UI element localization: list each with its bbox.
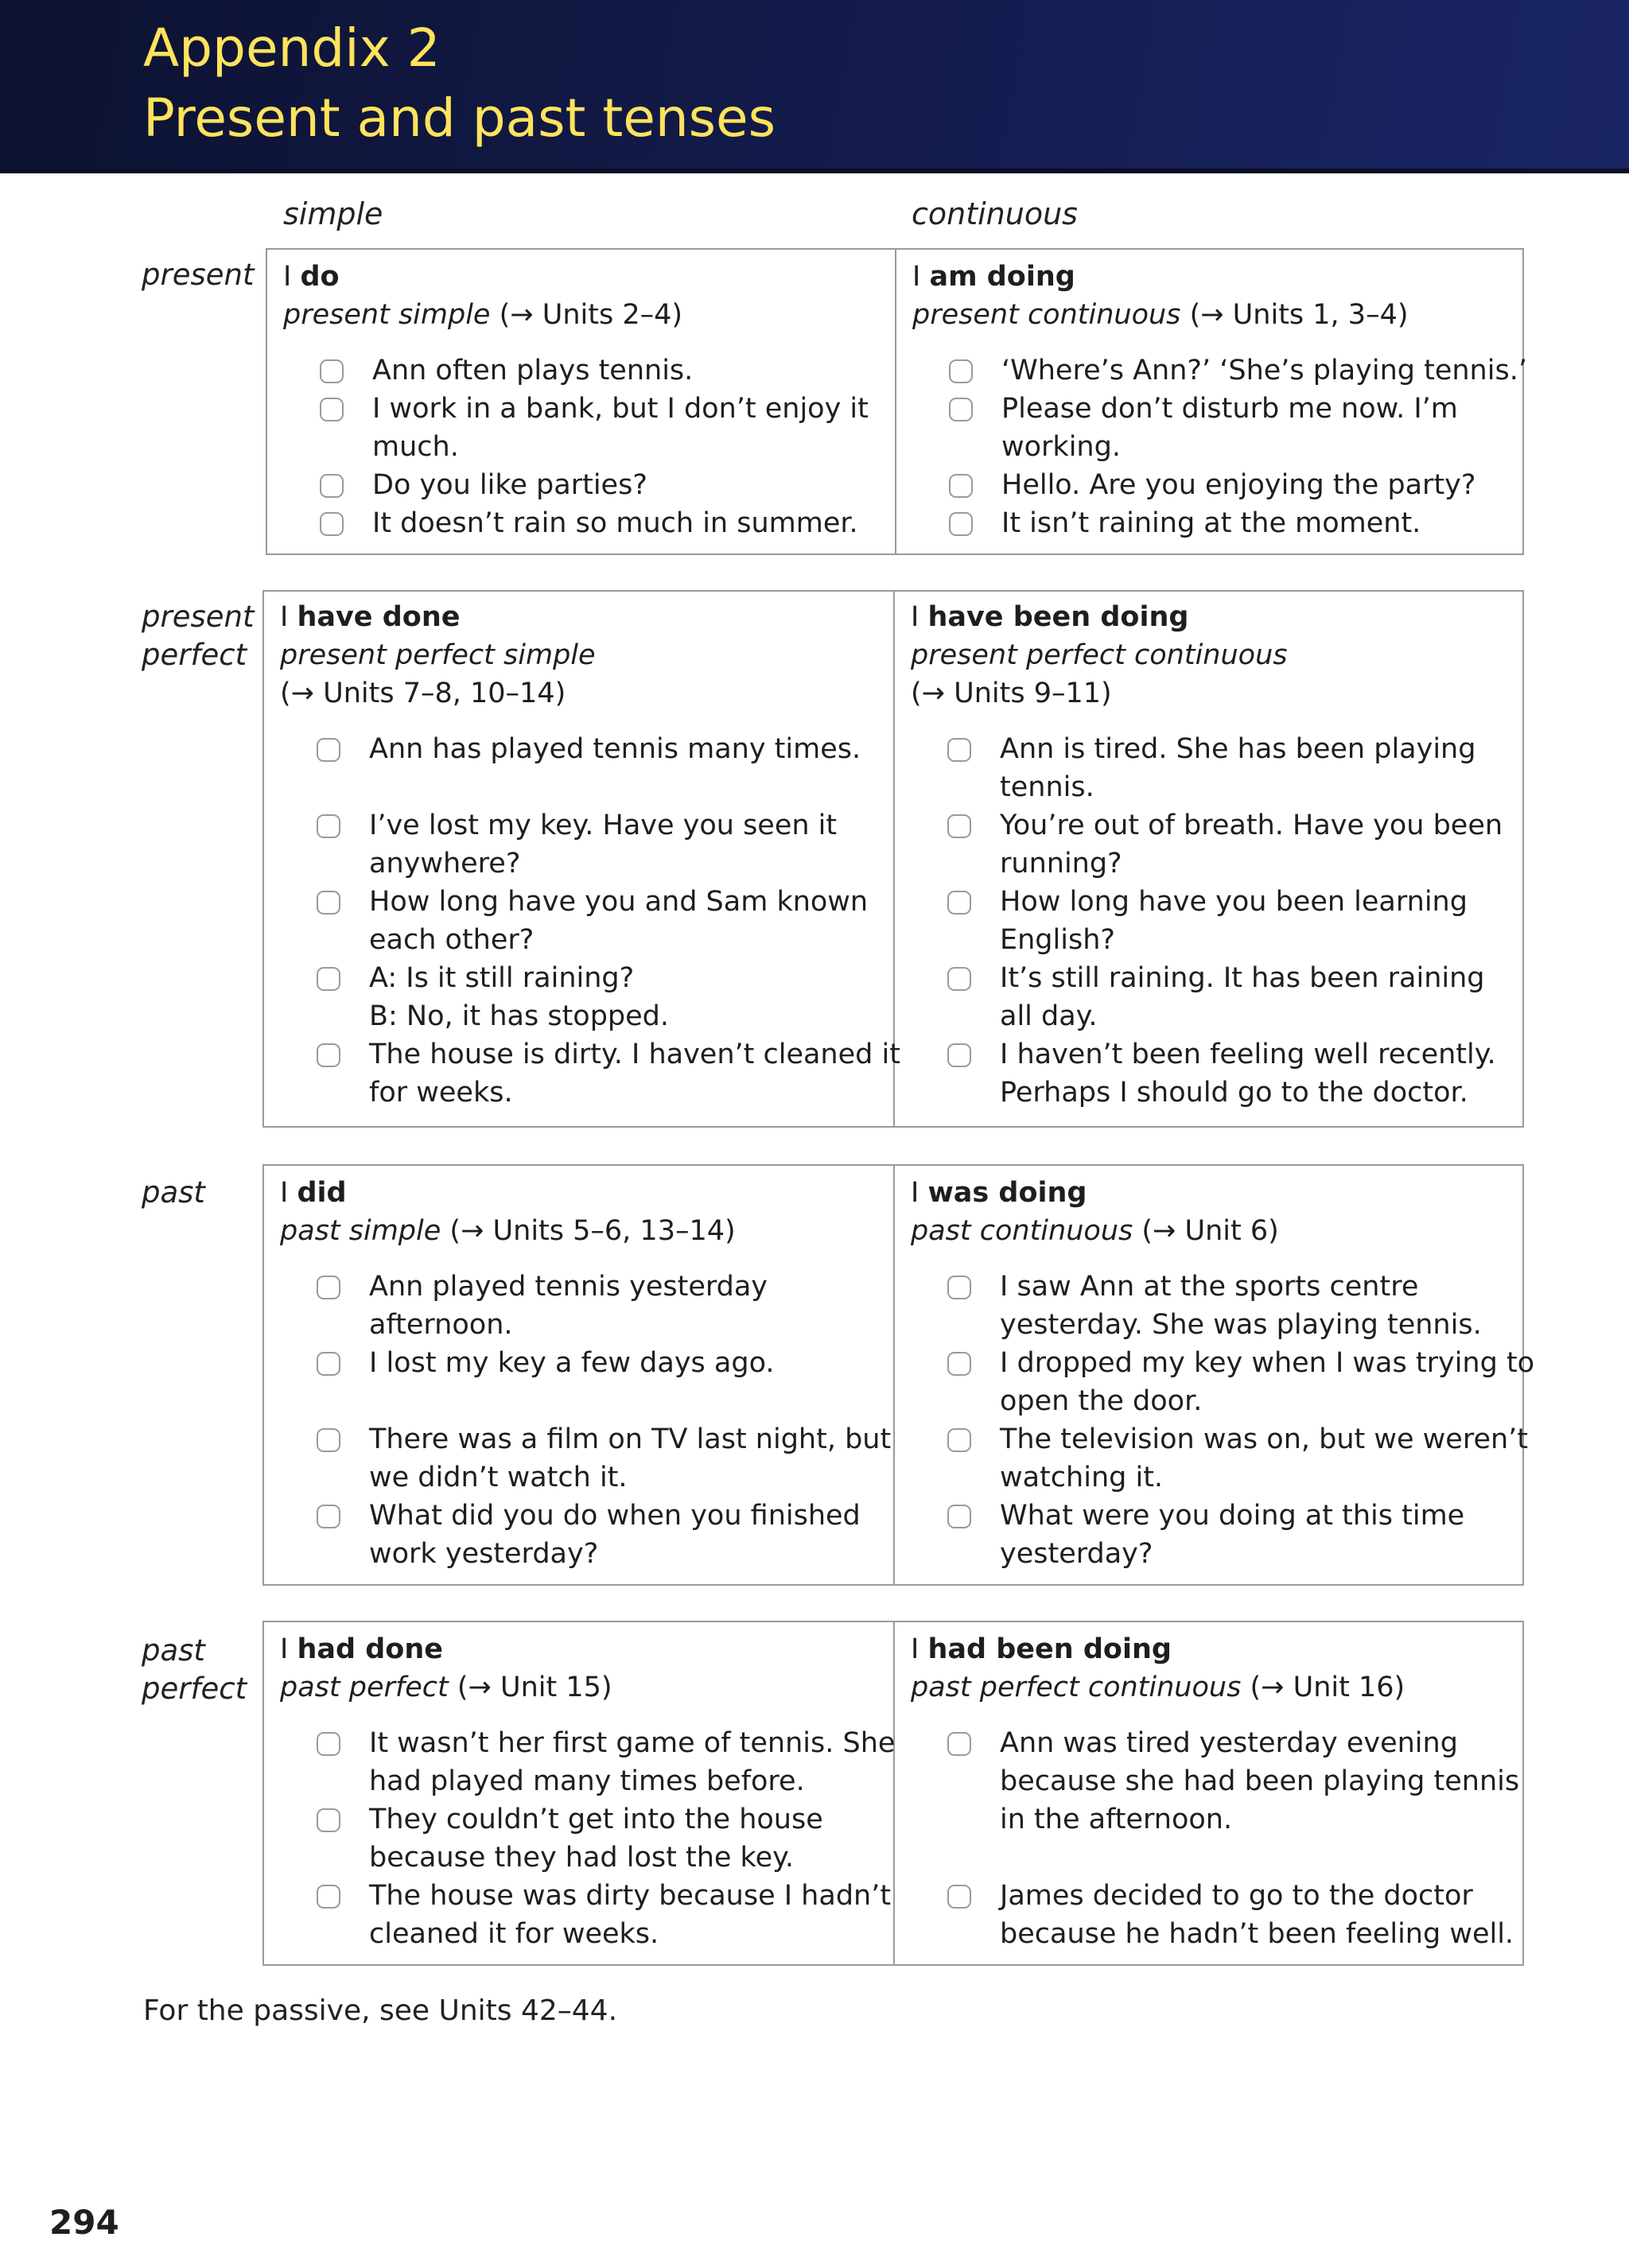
- cell-present-simple: I do present simple (→ Units 2–4) Ann often plays tennis. I work in a bank, but I don’t enjoy it much. Do you like parties? It doesn’t rain so much in summer.: [267, 250, 895, 553]
- checkbox-icon[interactable]: [947, 1732, 971, 1756]
- checkbox-icon[interactable]: [947, 1276, 971, 1299]
- checkbox-icon[interactable]: [317, 1732, 340, 1756]
- appendix-title: Appendix 2: [143, 17, 441, 79]
- checkbox-icon[interactable]: [317, 738, 340, 762]
- tense-name: present continuous (→ Units 1, 3–4): [912, 299, 1409, 331]
- row-label-past: past: [142, 1175, 205, 1210]
- page-number: 294: [49, 2203, 119, 2242]
- column-heading-continuous: continuous: [912, 196, 1078, 231]
- cell-past-simple: I did past simple (→ Units 5–6, 13–14) Ann played tennis yesterday afternoon. I lost my key a few days ago. There was a film on TV last night, but we didn’t watch it. What did you do when you finished work yesterday?: [264, 1166, 893, 1584]
- checkbox-icon[interactable]: [947, 814, 971, 838]
- tense-name: present perfect simple: [280, 639, 596, 671]
- tense-form: I have been doing: [911, 601, 1189, 633]
- tense-form: I did: [280, 1177, 347, 1209]
- checkbox-icon[interactable]: [949, 398, 973, 421]
- tense-box-present: [266, 248, 1527, 555]
- checkbox-icon[interactable]: [947, 1352, 971, 1376]
- tense-form: I am doing: [912, 261, 1075, 293]
- checkbox-icon[interactable]: [317, 1043, 340, 1067]
- tense-name: past perfect (→ Unit 15): [280, 1672, 612, 1703]
- cell-present-perfect-simple: I have done present perfect simple (→ Units 7–8, 10–14) Ann has played tennis many times. I’ve lost my key. Have you seen it anywhere? How long have you and Sam known each other? A: Is it still raining? B: No, it has stopped. The house is dirty. I haven’t cleaned it for weeks.: [264, 592, 893, 1126]
- tense-name: past simple (→ Units 5–6, 13–14): [280, 1215, 736, 1247]
- column-heading-simple: simple: [283, 196, 383, 231]
- checkbox-icon[interactable]: [317, 814, 340, 838]
- passive-footnote: For the passive, see Units 42–44.: [143, 1994, 618, 2027]
- checkbox-icon[interactable]: [947, 1428, 971, 1452]
- checkbox-icon[interactable]: [317, 967, 340, 991]
- checkbox-icon[interactable]: [320, 359, 344, 383]
- tense-form: I was doing: [911, 1177, 1087, 1209]
- checkbox-icon[interactable]: [947, 1885, 971, 1909]
- tense-name: present perfect continuous: [911, 639, 1288, 671]
- checkbox-icon[interactable]: [949, 512, 973, 536]
- row-label-present: present: [142, 258, 255, 292]
- tense-form: I had done: [280, 1633, 443, 1665]
- checkbox-icon[interactable]: [949, 359, 973, 383]
- checkbox-icon[interactable]: [947, 1043, 971, 1067]
- cell-present-continuous: I am doing present continuous (→ Units 1, 3–4) ‘Where’s Ann?’ ‘She’s playing tennis.’ Please don’t disturb me now. I’m working. Hello. Are you enjoying the party? It isn’t raining at the moment.: [896, 250, 1524, 553]
- checkbox-icon[interactable]: [320, 398, 344, 421]
- checkbox-icon[interactable]: [947, 738, 971, 762]
- appendix-subtitle: Present and past tenses: [143, 87, 776, 149]
- tense-form: I have done: [280, 601, 461, 633]
- tense-name: past perfect continuous (→ Unit 16): [911, 1672, 1405, 1703]
- tense-name: past continuous (→ Unit 6): [911, 1215, 1279, 1247]
- checkbox-icon[interactable]: [317, 1808, 340, 1832]
- title-banner: [0, 0, 1629, 173]
- cell-past-continuous: I was doing past continuous (→ Unit 6) I saw Ann at the sports centre yesterday. She was playing tennis. I dropped my key when I was trying to open the door. The television was on, but we weren’t watching it. What were you doing at this time yesterday?: [895, 1166, 1524, 1584]
- checkbox-icon[interactable]: [947, 1505, 971, 1528]
- tense-form: I had been doing: [911, 1633, 1172, 1665]
- tense-form: I do: [283, 261, 340, 293]
- cell-present-perfect-continuous: I have been doing present perfect continuous (→ Units 9–11) Ann is tired. She has been playing tennis. You’re out of breath. Have you been running? How long have you been learning English? It’s still raining. It has been raining all day. I haven’t been feeling well recently. Perhaps I should go to the doctor.: [895, 592, 1524, 1126]
- checkbox-icon[interactable]: [317, 1276, 340, 1299]
- checkbox-icon[interactable]: [317, 1428, 340, 1452]
- unit-reference: (→ Units 9–11): [911, 678, 1112, 709]
- cell-past-perfect-simple: I had done past perfect (→ Unit 15) It wasn’t her first game of tennis. She had played many times before. They couldn’t get into the house because they had lost the key. The house was dirty because I hadn’t cleaned it for weeks.: [264, 1622, 893, 1964]
- row-label-present-perfect: present perfect: [142, 600, 255, 672]
- tense-box-past: [262, 1164, 1535, 1586]
- checkbox-icon[interactable]: [949, 474, 973, 498]
- row-label-past-perfect: past perfect: [142, 1633, 247, 1706]
- cell-past-perfect-continuous: I had been doing past perfect continuous (→ Unit 16) Ann was tired yesterday evening because she had been playing tennis in the afternoon. James decided to go to the doctor because he hadn’t been feeling well.: [895, 1622, 1524, 1964]
- unit-reference: (→ Units 7–8, 10–14): [280, 678, 566, 709]
- checkbox-icon[interactable]: [317, 1885, 340, 1909]
- checkbox-icon[interactable]: [947, 891, 971, 915]
- checkbox-icon[interactable]: [947, 967, 971, 991]
- tense-box-present-perfect: [262, 590, 1524, 1128]
- checkbox-icon[interactable]: [320, 474, 344, 498]
- checkbox-icon[interactable]: [317, 891, 340, 915]
- checkbox-icon[interactable]: [320, 512, 344, 536]
- checkbox-icon[interactable]: [317, 1505, 340, 1528]
- checkbox-icon[interactable]: [317, 1352, 340, 1376]
- tense-box-past-perfect: [262, 1621, 1524, 1966]
- tense-name: present simple (→ Units 2–4): [283, 299, 683, 331]
